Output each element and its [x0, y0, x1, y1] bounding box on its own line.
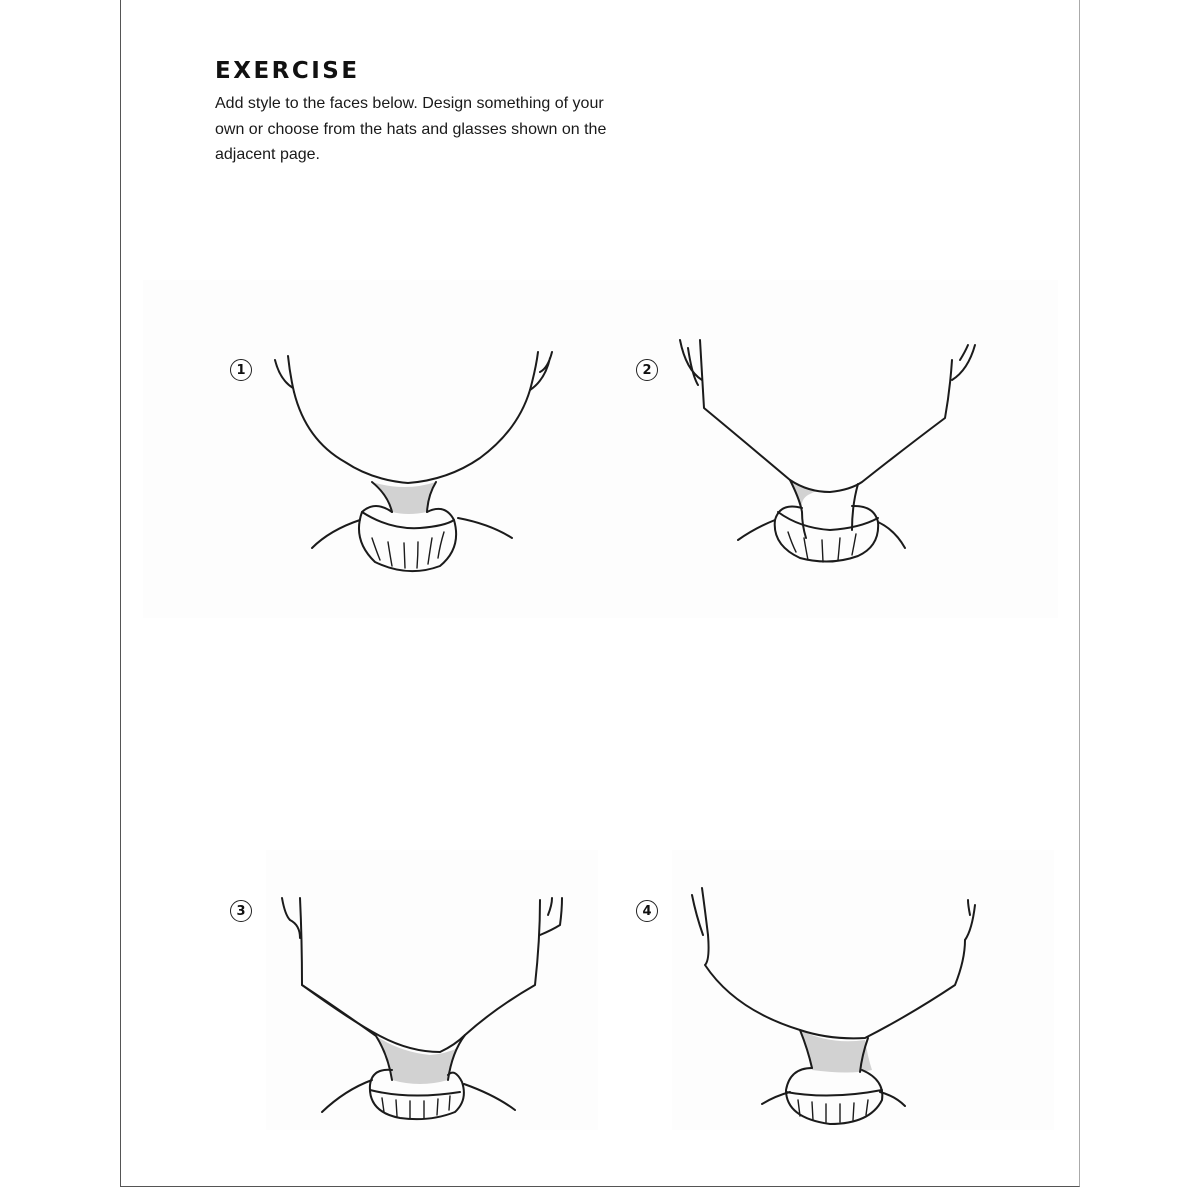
- exercise-heading: EXERCISE: [215, 58, 360, 84]
- face-number-badge: 1: [230, 359, 252, 381]
- exercise-instructions: Add style to the faces below. Design something of your own or choose from the hats and glasses shown on the adjacent page.: [215, 95, 607, 163]
- face-number-badge: 4: [636, 900, 658, 922]
- face-number-badge: 2: [636, 359, 658, 381]
- face-number-badge: 3: [230, 900, 252, 922]
